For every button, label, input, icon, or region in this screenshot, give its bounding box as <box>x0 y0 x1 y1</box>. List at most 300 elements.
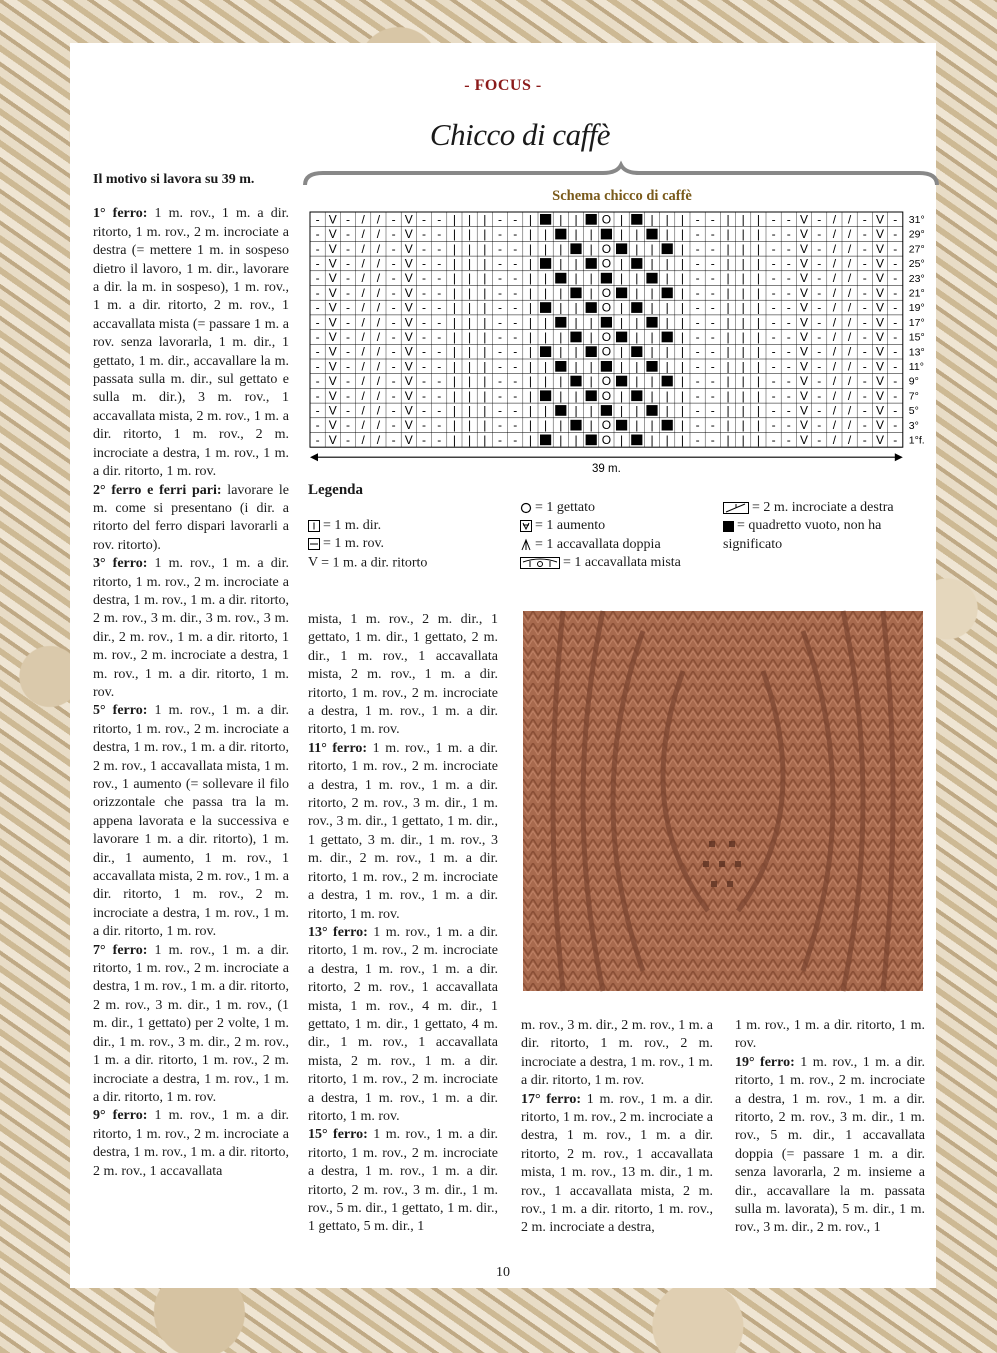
chart-symbol: | <box>680 256 684 271</box>
chart-symbol: V <box>328 388 337 403</box>
chart-symbol: | <box>741 418 745 433</box>
chart-symbol: | <box>528 241 532 256</box>
chart-symbol: | <box>468 329 472 344</box>
chart-symbol: / <box>847 212 852 227</box>
chart-symbol: - <box>786 241 791 256</box>
chart-symbol: | <box>574 359 578 374</box>
chart-symbol: - <box>817 418 822 433</box>
row-instructions: 1 m. rov., 1 m. a dir. ritorto, 1 m. rov., 2 m. incrociate a destra, 1 m. rov., 1 m. a dir. ritorto, 2 m. rov., 3 m. dir., 1 m. rov., 5 m. dir., 1 gettato, 1 m. dir., 1 gettato, 5 m. dir., 1 <box>308 1127 499 1235</box>
chart-symbol: - <box>315 388 320 403</box>
chart-symbol: V <box>404 403 413 418</box>
chart-symbol: - <box>437 432 442 447</box>
chart-symbol: - <box>513 315 518 330</box>
chart-symbol: | <box>756 388 760 403</box>
chart-symbol: - <box>391 418 396 433</box>
chart-symbol: | <box>544 315 548 330</box>
chart-symbol: - <box>786 359 791 374</box>
chart-empty-cell <box>570 243 581 254</box>
chart-empty-cell <box>631 214 642 225</box>
decorative-brace <box>303 163 939 187</box>
chart-symbol: | <box>483 403 487 418</box>
chart-symbol: | <box>483 344 487 359</box>
chart-symbol: | <box>665 388 669 403</box>
chart-symbol: | <box>741 256 745 271</box>
chart-symbol: | <box>756 374 760 389</box>
chart-symbol: - <box>437 329 442 344</box>
chart-symbol: - <box>862 256 867 271</box>
text-column-4 <box>735 1017 925 1238</box>
chart-empty-cell <box>601 229 612 240</box>
chart-symbol: | <box>635 285 639 300</box>
chart-symbol: - <box>710 432 715 447</box>
chart-symbol: - <box>513 227 518 242</box>
chart-symbol: - <box>513 241 518 256</box>
chart-symbol: - <box>422 285 426 300</box>
chart-empty-cell <box>601 273 612 284</box>
chart-symbol: V <box>404 329 413 344</box>
chart-symbol: V <box>404 300 413 315</box>
chart-symbol: - <box>422 388 426 403</box>
chart-symbol: - <box>771 315 776 330</box>
chart-symbol: - <box>695 315 700 330</box>
chart-symbol: | <box>726 256 730 271</box>
chart-symbol: | <box>635 329 639 344</box>
chart-symbol: - <box>391 227 396 242</box>
instruction-paragraph <box>308 740 498 924</box>
chart-symbol: - <box>498 432 502 447</box>
chart-symbol: - <box>695 359 700 374</box>
chart-symbol: V <box>799 432 809 447</box>
chart-symbol: / <box>832 329 837 344</box>
chart-symbol: | <box>756 227 760 242</box>
instruction-paragraph <box>93 205 289 481</box>
chart-symbol: | <box>483 227 487 242</box>
chart-symbol: - <box>437 241 442 256</box>
chart-symbol: | <box>468 359 472 374</box>
chart-symbol: | <box>574 344 578 359</box>
chart-symbol: | <box>650 374 654 389</box>
chart-symbol: - <box>771 388 776 403</box>
chart-symbol: - <box>786 212 791 227</box>
chart-symbol: | <box>528 359 532 374</box>
chart-symbol: V <box>404 256 413 271</box>
chart-symbol: | <box>665 403 669 418</box>
chart-symbol: / <box>847 403 852 418</box>
chart-symbol: | <box>589 418 593 433</box>
chart-symbol: | <box>620 256 624 271</box>
chart-symbol: - <box>695 285 700 300</box>
chart-symbol: | <box>544 271 548 286</box>
chart-symbol: - <box>437 403 442 418</box>
chart-symbol: | <box>559 344 563 359</box>
chart-symbol: | <box>680 359 684 374</box>
chart-symbol: | <box>528 300 532 315</box>
chart-symbol: | <box>544 359 548 374</box>
chart-row-label: 23° <box>908 272 925 285</box>
chart-symbol: | <box>680 285 684 300</box>
chart-symbol: | <box>528 418 532 433</box>
chart-empty-cell <box>555 229 566 240</box>
instruction-paragraph <box>93 942 289 1108</box>
chart-symbol: | <box>528 432 532 447</box>
chart-symbol: - <box>893 315 898 330</box>
chart-symbol: - <box>786 285 791 300</box>
chart-symbol: - <box>893 329 898 344</box>
chart-symbol: | <box>452 432 456 447</box>
chart-symbol: | <box>620 388 624 403</box>
chart-symbol: | <box>528 256 532 271</box>
chart-symbol: | <box>528 227 532 242</box>
chart-symbol: | <box>468 300 472 315</box>
chart-empty-cell <box>570 420 581 431</box>
chart-symbol: - <box>786 432 791 447</box>
chart-symbol: O <box>601 432 612 447</box>
chart-symbol: - <box>346 388 350 403</box>
yarn-over-icon <box>520 502 532 514</box>
chart-symbol: - <box>786 271 791 286</box>
chart-empty-cell <box>586 435 597 446</box>
chart-symbol: - <box>437 212 442 227</box>
chart-symbol: - <box>786 418 791 433</box>
chart-symbol: | <box>680 329 684 344</box>
chart-symbol: / <box>376 315 381 330</box>
chart-symbol: - <box>771 418 776 433</box>
row-instructions: 1 m. rov., 1 m. a dir. ritorto, 1 m. rov., 2 m. incrociate a destra (= mettere 1 m. in sospeso dietro il lavoro, 1 m. dir., lavorare a dir. la m. in sospeso), 1 m. rov., 1 m. a dir. ritorto, 2 m. rov., 1 accavallata mista (= passare 1 m. a rov. senza lavorarla, 1 m. dir., 1 gettato, 1 m. dir., accavallare la m. passata sulla m. dir., sul gettato e sulla m. dir.), 3 m. rov., 1 accavallata mista, 2 m. rov., 1 m. a dir. ritorto, 1 m. rov., 2 m. incrociate a destra, 1 m. rov., 1 m. a dir. ritorto, 1 m. rov. <box>93 206 290 480</box>
chart-symbol: - <box>862 388 867 403</box>
chart-symbol: / <box>832 374 837 389</box>
chart-symbol: V <box>799 329 809 344</box>
chart-symbol: | <box>635 315 639 330</box>
chart-empty-cell <box>540 435 551 446</box>
chart-symbol: - <box>817 285 822 300</box>
chart-symbol: - <box>817 227 822 242</box>
chart-symbol: V <box>404 374 413 389</box>
chart-symbol: - <box>710 241 715 256</box>
chart-symbol: - <box>498 271 502 286</box>
chart-symbol: / <box>832 212 837 227</box>
chart-row-label: 7° <box>908 390 919 403</box>
chart-symbol: V <box>404 241 413 256</box>
chart-symbol: | <box>620 359 624 374</box>
chart-symbol: V <box>404 418 413 433</box>
chart-symbol: / <box>361 403 365 418</box>
chart-symbol: - <box>786 329 791 344</box>
chart-symbol: - <box>422 374 426 389</box>
chart-symbol: / <box>361 300 365 315</box>
chart-symbol: - <box>893 212 898 227</box>
chart-symbol: | <box>559 388 563 403</box>
chart-symbol: | <box>650 329 654 344</box>
chart-symbol: - <box>391 388 396 403</box>
chart-symbol: | <box>620 227 624 242</box>
row-heading: 11° ferro: <box>308 740 368 756</box>
chart-symbol: - <box>315 315 320 330</box>
chart-symbol: / <box>832 344 837 359</box>
chart-symbol: - <box>391 344 396 359</box>
chart-symbol: | <box>468 256 472 271</box>
chart-symbol: | <box>468 432 472 447</box>
chart-symbol: / <box>376 329 381 344</box>
chart-symbol: - <box>346 256 350 271</box>
chart-width-label: 39 m. <box>592 463 621 476</box>
chart-symbol: | <box>741 359 745 374</box>
chart-symbol: | <box>756 344 760 359</box>
chart-symbol: - <box>771 374 776 389</box>
chart-symbol: - <box>498 374 502 389</box>
chart-row-label: 1°f. <box>908 434 925 447</box>
chart-symbol: - <box>391 300 396 315</box>
chart-symbol: - <box>862 241 867 256</box>
legend-column-1 <box>308 517 508 573</box>
chart-symbol: | <box>726 315 730 330</box>
chart-symbol: / <box>376 300 381 315</box>
chart-symbol: - <box>817 388 822 403</box>
chart-symbol: | <box>635 374 639 389</box>
chart-symbol: | <box>726 227 730 242</box>
chart-symbol: / <box>376 285 381 300</box>
chart-symbol: | <box>452 212 456 227</box>
chart-symbol: - <box>771 241 776 256</box>
chart-symbol: / <box>847 315 852 330</box>
chart-symbol: - <box>422 271 426 286</box>
chart-symbol: - <box>422 256 426 271</box>
chart-symbol: V <box>799 227 809 242</box>
chart-symbol: - <box>315 403 320 418</box>
chart-symbol: / <box>361 271 365 286</box>
chart-symbol: - <box>817 300 822 315</box>
chart-empty-cell <box>570 288 581 299</box>
chart-symbol: - <box>498 300 502 315</box>
chart-symbol: - <box>893 256 898 271</box>
chart-symbol: | <box>574 388 578 403</box>
chart-symbol: - <box>315 432 320 447</box>
chart-symbol: - <box>862 418 867 433</box>
chart-symbol: - <box>513 388 518 403</box>
chart-symbol: | <box>452 403 456 418</box>
chart-symbol: - <box>391 315 396 330</box>
chart-symbol: - <box>346 212 350 227</box>
chart-symbol: - <box>315 329 320 344</box>
chart-empty-cell <box>616 243 627 254</box>
chart-symbol: | <box>680 271 684 286</box>
chart-symbol: V <box>404 388 413 403</box>
chart-symbol: | <box>741 344 745 359</box>
chart-symbol: | <box>559 212 563 227</box>
chart-symbol: O <box>601 388 612 403</box>
chart-empty-cell <box>631 302 642 313</box>
chart-symbol: O <box>601 374 612 389</box>
chart-symbol: | <box>483 388 487 403</box>
chart-symbol: | <box>756 315 760 330</box>
chart-empty-cell <box>616 376 627 387</box>
chart-empty-cell <box>586 302 597 313</box>
chart-symbol: / <box>361 329 365 344</box>
chart-symbol: - <box>315 256 320 271</box>
chart-symbol: - <box>346 315 350 330</box>
chart-symbol: - <box>893 388 898 403</box>
chart-symbol: - <box>771 432 776 447</box>
chart-symbol: | <box>756 212 760 227</box>
chart-symbol: | <box>468 241 472 256</box>
chart-symbol: | <box>483 212 487 227</box>
chart-symbol: - <box>771 212 776 227</box>
chart-symbol: / <box>376 388 381 403</box>
row-instructions: 1 m. rov., 1 m. a dir. ritorto, 1 m. rov., 2 m. incrociate a destra, 1 m. rov., 1 m. a dir. ritorto, 2 m. rov., 3 m. dir., 1 m. rov., 3 m. dir., 1 gettato, 1 m. dir., 1 gettato, 3 m. dir., 1 m. rov., 3 m. dir., 2 m. rov., 1 m. a dir. ritorto, 1 m. rov., 2 m. incrociate a destra, 1 m. rov., 1 m. a dir. ritorto, 1 m. rov. <box>308 740 498 922</box>
chart-symbol: | <box>665 359 669 374</box>
chart-empty-cell <box>631 435 642 446</box>
chart-symbol: | <box>589 241 593 256</box>
chart-symbol: - <box>498 241 502 256</box>
chart-empty-cell <box>586 390 597 401</box>
chart-symbol: | <box>680 374 684 389</box>
chart-symbol: - <box>710 227 715 242</box>
chart-symbol: / <box>361 241 365 256</box>
chart-symbol: | <box>726 359 730 374</box>
chart-symbol: | <box>452 241 456 256</box>
chart-symbol: | <box>726 300 730 315</box>
chart-symbol: - <box>710 300 715 315</box>
chart-symbol: | <box>741 432 745 447</box>
chart-symbol: | <box>528 388 532 403</box>
chart-empty-cell <box>616 288 627 299</box>
row-instructions: 1 m. rov., 1 m. a dir. ritorto, 1 m. rov., 2 m. incrociate a destra, 1 m. rov., 1 m. a dir. ritorto, 2 m. rov., 1 accavallata mista, 1 m. rov., 4 m. dir., 1 gettato, 1 m. dir., 1 gettato, 4 m. dir., 1 m. rov., 1 accavallata mista, 2 m. rov., 1 m. a dir. ritorto, 1 m. rov., 2 m. incrociate a destra, 1 m. rov., 1 m. a dir. ritorto, 1 m. rov. <box>308 924 499 1124</box>
chart-symbol: - <box>786 315 791 330</box>
chart-symbol: | <box>574 432 578 447</box>
chart-symbol: - <box>498 418 502 433</box>
legend-column-2 <box>520 499 735 573</box>
chart-symbol: - <box>498 388 502 403</box>
chart-symbol: | <box>650 256 654 271</box>
chart-symbol: V <box>875 241 885 256</box>
chart-symbol: V <box>404 432 413 447</box>
chart-symbol: O <box>601 212 612 227</box>
chart-symbol: | <box>726 212 730 227</box>
chart-symbol: - <box>695 344 700 359</box>
page-number: 10 <box>496 1265 510 1280</box>
legend-item-rov: = 1 m. rov. <box>308 535 508 553</box>
chart-symbol: | <box>680 212 684 227</box>
chart-symbol: | <box>528 212 532 227</box>
chart-symbol: | <box>635 227 639 242</box>
purl-stitch-icon <box>308 538 320 550</box>
chart-symbol: - <box>862 271 867 286</box>
chart-symbol: - <box>817 403 822 418</box>
chart-symbol: - <box>710 315 715 330</box>
chart-symbol: | <box>528 403 532 418</box>
chart-symbol: | <box>756 329 760 344</box>
chart-symbol: - <box>513 256 518 271</box>
chart-symbol: - <box>422 329 426 344</box>
chart-symbol: | <box>468 212 472 227</box>
chart-symbol: | <box>574 403 578 418</box>
chart-symbol: | <box>574 227 578 242</box>
chart-symbol: V <box>799 418 809 433</box>
chart-symbol: / <box>376 271 381 286</box>
chart-symbol: | <box>452 359 456 374</box>
chart-symbol: | <box>452 271 456 286</box>
chart-symbol: | <box>620 212 624 227</box>
chart-symbol: | <box>452 344 456 359</box>
chart-symbol: V <box>404 344 413 359</box>
chart-symbol: - <box>437 418 442 433</box>
chart-symbol: | <box>741 329 745 344</box>
chart-symbol: | <box>589 315 593 330</box>
chart-symbol: - <box>422 315 426 330</box>
chart-symbol: - <box>391 432 396 447</box>
chart-symbol: / <box>832 300 837 315</box>
chart-symbol: / <box>847 241 852 256</box>
chart-row-label: 19° <box>908 302 925 315</box>
chart-symbol: | <box>483 374 487 389</box>
row-heading: 15° ferro: <box>308 1127 368 1143</box>
chart-symbol: | <box>559 329 563 344</box>
chart-symbol: | <box>528 285 532 300</box>
chart-symbol: | <box>726 285 730 300</box>
chart-symbol: - <box>817 344 822 359</box>
chart-symbol: | <box>483 256 487 271</box>
chart-symbol: V <box>404 315 413 330</box>
chart-symbol: - <box>695 271 700 286</box>
chart-empty-cell <box>616 420 627 431</box>
chart-symbol: - <box>786 374 791 389</box>
chart-symbol: V <box>799 388 809 403</box>
chart-symbol: V <box>328 227 337 242</box>
chart-symbol: | <box>620 271 624 286</box>
chart-symbol: - <box>786 344 791 359</box>
chart-symbol: | <box>741 315 745 330</box>
chart-symbol: | <box>483 300 487 315</box>
chart-symbol: V <box>875 432 885 447</box>
chart-symbol: V <box>875 256 885 271</box>
chart-symbol: | <box>665 271 669 286</box>
chart-symbol: | <box>544 403 548 418</box>
chart-empty-cell <box>616 332 627 343</box>
chart-symbol: | <box>635 403 639 418</box>
instruction-paragraph <box>93 1107 289 1181</box>
chart-symbol: | <box>452 418 456 433</box>
chart-symbol: - <box>695 300 700 315</box>
chart-symbol: / <box>847 227 852 242</box>
chart-symbol: | <box>589 271 593 286</box>
chart-symbol: - <box>710 359 715 374</box>
chart-symbol: - <box>513 403 518 418</box>
chart-symbol: / <box>832 227 837 242</box>
chart-symbol: - <box>315 374 320 389</box>
chart-empty-cell <box>631 390 642 401</box>
chart-empty-cell <box>631 258 642 269</box>
chart-symbol: | <box>741 241 745 256</box>
chart-empty-cell <box>586 214 597 225</box>
chart-symbol: / <box>376 432 381 447</box>
chart-symbol: - <box>346 329 350 344</box>
chart-symbol: V <box>875 300 885 315</box>
chart-symbol: - <box>695 418 700 433</box>
chart-symbol: | <box>589 285 593 300</box>
chart-empty-cell <box>540 302 551 313</box>
chart-symbol: - <box>893 227 898 242</box>
chart-symbol: | <box>665 432 669 447</box>
chart-symbol: V <box>799 256 809 271</box>
chart-symbol: | <box>574 315 578 330</box>
chart-symbol: - <box>437 359 442 374</box>
chart-empty-cell <box>646 229 657 240</box>
chart-symbol: V <box>875 271 885 286</box>
chart-symbol: V <box>875 388 885 403</box>
chart-symbol: V <box>328 212 337 227</box>
chart-symbol: | <box>726 344 730 359</box>
chart-symbol: | <box>741 374 745 389</box>
instruction-paragraph <box>308 924 498 1126</box>
